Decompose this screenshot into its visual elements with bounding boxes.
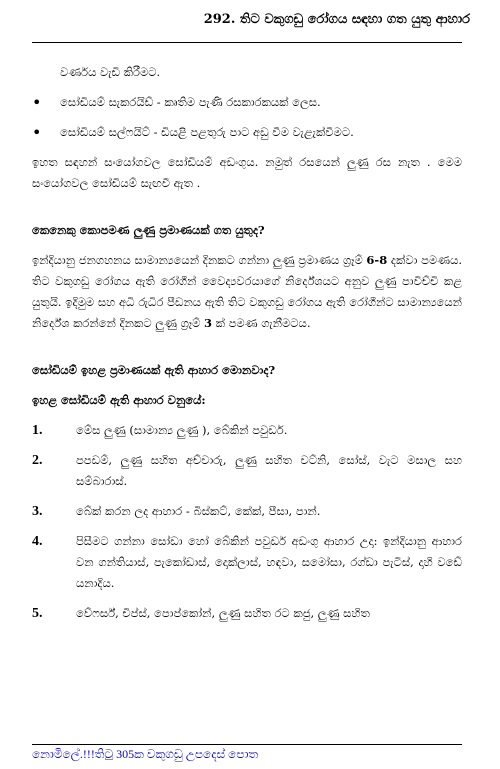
high-sodium-subheading: ඉහළ සෝඩියම් ඇති ආහාර වනුයේ: bbox=[32, 393, 206, 407]
section-question-high-sodium: සෝඩියම් ඉහළ ප්‍රමාණයක් ඇති ආහාර මොනවාද? bbox=[32, 363, 276, 377]
salt-limit-value: 3 bbox=[203, 316, 212, 330]
salt-range-value: 6-8 bbox=[366, 253, 388, 267]
page-header-title: 292. තිට වකුගඩු රෝගය සඳහා ගත යුතු ආහාර bbox=[203, 12, 470, 27]
section-question-salt-amount: කෙනෙකු කොපමණ ලුණු ප්‍රමාණයක් ගත යුතුද? bbox=[32, 223, 265, 237]
list-item: 4. පිසීමට ගන්නා සෝඩා හෝ බේකින් පවුඩර් අඩංගු ආහාර උදා: ඉන්දියානු ආහාර වන ගන්තියාස්, පැකෝඩාස්, දොක්ලාස්, හඳවා, සමෝසා, රග්ඩා පැටිස්, දාහි වඩේ යනාදිය. bbox=[32, 534, 462, 590]
bullet-item bbox=[32, 92, 462, 113]
bullet-text: සෝඩියම් සැකරයිඩ් - කෘතිම පැණි රසකාරකයක් ලෙස. bbox=[60, 95, 321, 109]
note-paragraph: ඉහත සඳහන් සංයෝගවල සෝඩියම් අඩංගුය. නමුත් රසයෙන් ලුණු රස නැත . මෙම සංයෝගවල සෝඩියම් සැඟවී ඇත . bbox=[32, 155, 462, 190]
list-item: 1. මේස ලුණු (සාමාන්‍ය ලුණු ), බේකින් පවුඩර්. bbox=[32, 423, 288, 438]
continued-line: වර්ණය වැඩි කිරීමට. bbox=[60, 65, 161, 79]
list-item: 2. පපඩම්, ලුණු සහිත අච්චාරු, ලුණු සහිත චට්නි, සෝස්, වැට මසාල සහ සම්බාරාස්. bbox=[32, 453, 462, 488]
header-divider bbox=[32, 42, 462, 43]
list-item: 3. බේක් කරන ලද ආහාර - බිස්කට්, කේක්, පීසා, පාන්. bbox=[32, 504, 321, 519]
bullet-icon: • bbox=[32, 123, 42, 142]
page-body bbox=[32, 62, 462, 624]
bullet-item bbox=[32, 122, 462, 143]
footer-book-title: නොමිලේ.!!!තිටු 305ක වකුගඩු උපදෙස් පොත bbox=[32, 744, 462, 762]
bullet-icon: • bbox=[32, 93, 42, 112]
bullet-text: සෝඩියම් සල්ෆයිට් - ඩියළි පළතුරු පාට අඩු වීම වැළැක්වීමට. bbox=[60, 125, 354, 139]
list-item: 5. වේෆර්ස්, චිප්ස්, පොප්කෝන්, ලුණු සහිත රට කජු, ලුණු සහිත bbox=[32, 606, 370, 621]
salt-amount-paragraph: ඉන්දියානු ජනගහනය සාමාන්‍යයෙන් දිනකට ගන්නා ලුණු ප්‍රමාණය ග්‍රෑම් 6-8 දක්වා පමණය. තිට වකුගඩු රෝගය ඇති රෝගීන් වෛද්‍යවරයාගේ නිර්දේශයට අනුව ලුණු පාවිච්චි කළ යුතුයි. ඉදිමුම සහ අධි රුධිර පීඩනය ඇති තිට වකුගඩු රෝගය ඇති රෝගීන්ට සාමාන්‍යයෙන් නිර්දේශ කරන්නේ දිනකට ලුණු ග්‍රෑම් 3 ක් පමණ ගැනීමටය. bbox=[32, 253, 463, 330]
